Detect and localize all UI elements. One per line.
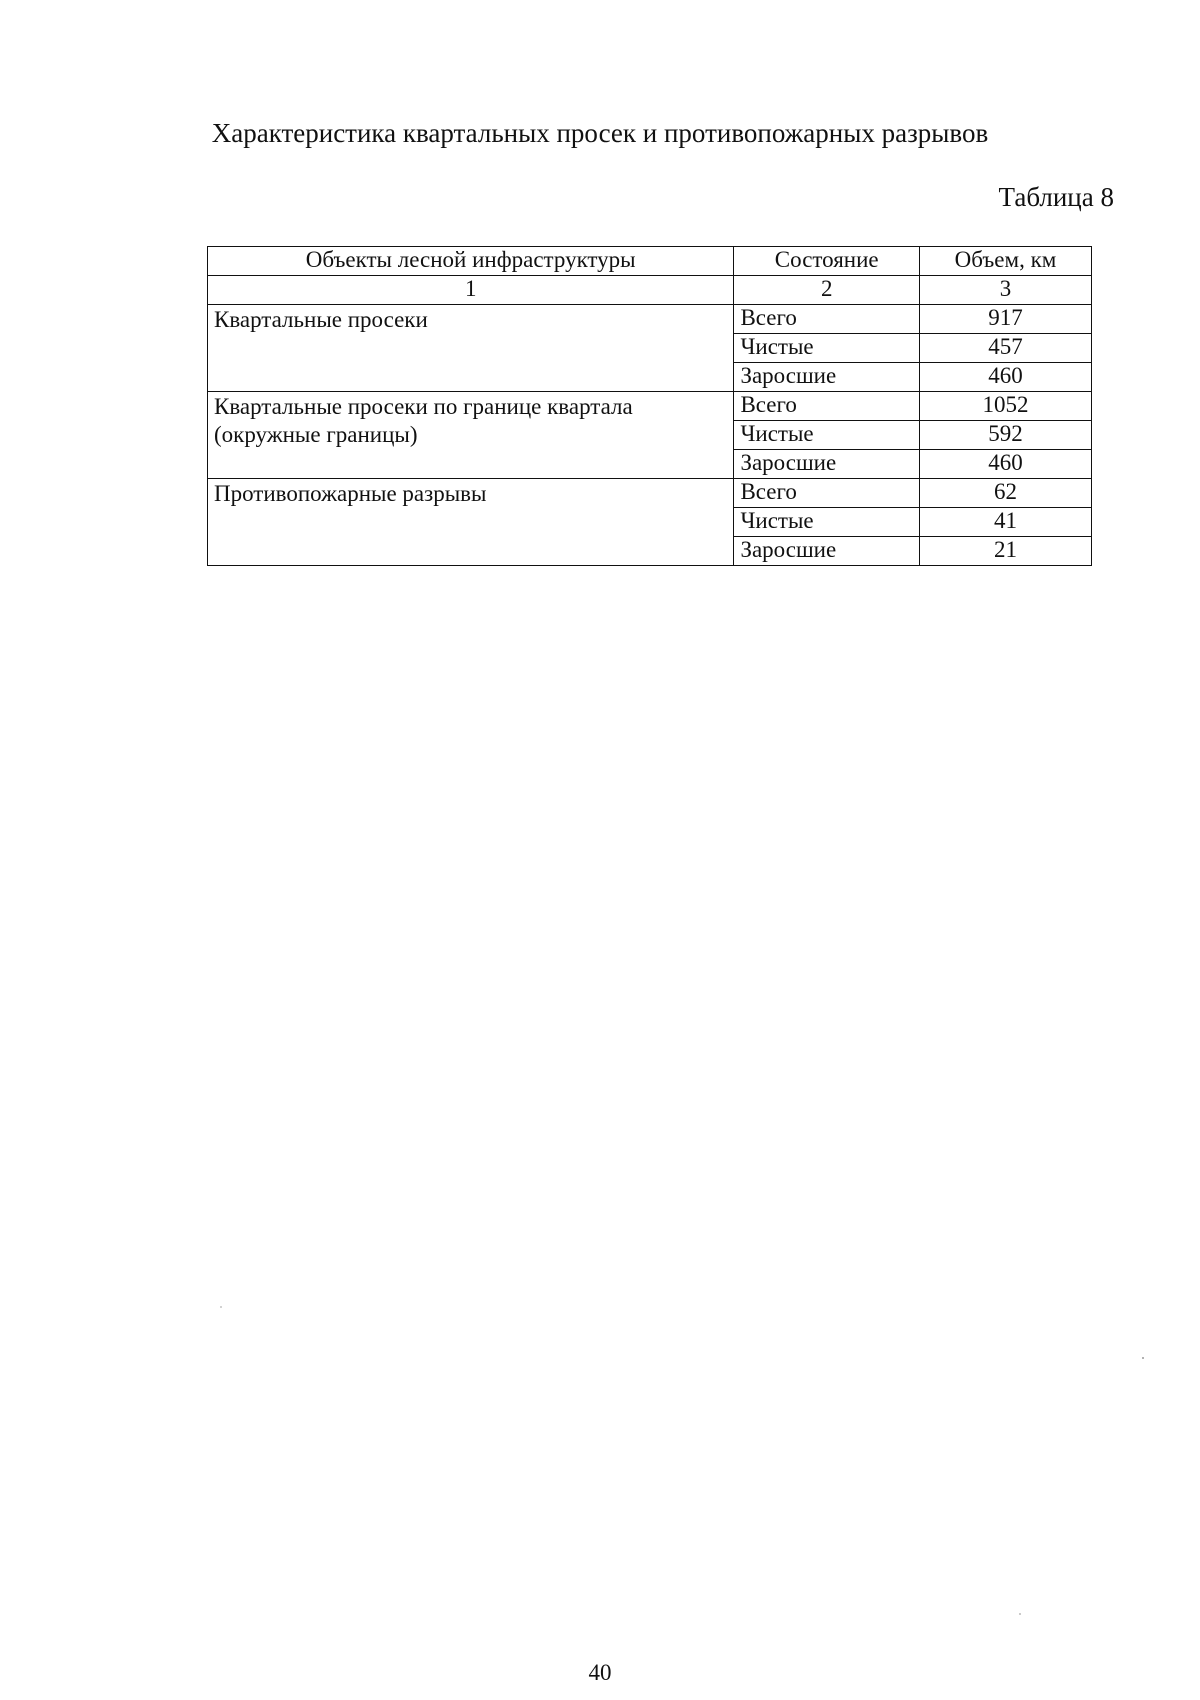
state-cell: Чистые xyxy=(734,421,920,450)
table-header-row xyxy=(208,247,1092,276)
column-number-row xyxy=(208,276,1092,305)
state-cell: Всего xyxy=(734,479,920,508)
state-cell: Заросшие xyxy=(734,450,920,479)
document-title: Характеристика квартальных просек и противопожарных разрывов xyxy=(211,118,989,148)
state-cell: Заросшие xyxy=(734,537,920,566)
volume-cell: 917 xyxy=(919,305,1091,334)
header-volume: Объем, км xyxy=(919,247,1091,276)
volume-cell: 460 xyxy=(919,363,1091,392)
header-objects: Объекты лесной инфраструктуры xyxy=(208,247,734,276)
volume-cell: 21 xyxy=(919,537,1091,566)
state-cell: Всего xyxy=(734,392,920,421)
column-number: 3 xyxy=(919,276,1091,305)
state-cell: Чистые xyxy=(734,508,920,537)
table-row xyxy=(208,392,1092,421)
table-row xyxy=(208,479,1092,508)
table-row xyxy=(208,305,1092,334)
table-caption: Таблица 8 xyxy=(998,182,1114,212)
scan-speck xyxy=(1019,1613,1021,1615)
object-cell: Квартальные просеки по границе квартала (окружные границы) xyxy=(208,392,734,479)
column-number: 1 xyxy=(208,276,734,305)
state-cell: Всего xyxy=(734,305,920,334)
volume-cell: 460 xyxy=(919,450,1091,479)
page-number: 40 xyxy=(588,1660,612,1685)
object-cell: Противопожарные разрывы xyxy=(208,479,734,566)
volume-cell: 592 xyxy=(919,421,1091,450)
volume-cell: 62 xyxy=(919,479,1091,508)
volume-cell: 41 xyxy=(919,508,1091,537)
state-cell: Чистые xyxy=(734,334,920,363)
scan-speck xyxy=(1142,1357,1144,1359)
state-cell: Заросшие xyxy=(734,363,920,392)
header-state: Состояние xyxy=(734,247,920,276)
scan-speck xyxy=(220,1306,222,1308)
object-cell: Квартальные просеки xyxy=(208,305,734,392)
volume-cell: 1052 xyxy=(919,392,1091,421)
column-number: 2 xyxy=(734,276,920,305)
infrastructure-table xyxy=(207,246,1092,566)
volume-cell: 457 xyxy=(919,334,1091,363)
